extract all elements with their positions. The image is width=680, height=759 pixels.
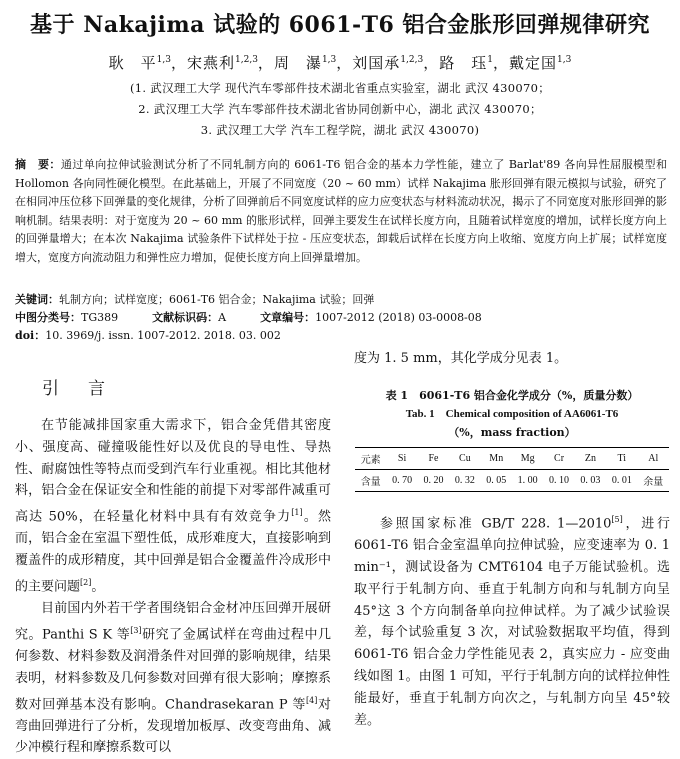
affiliation-1: (1. 武汉理工大学 现代汽车零部件技术湖北省重点实验室，湖北 武汉 430070； [129,81,551,95]
author-4: 刘国承$^{1,2,3}$ [352,54,424,72]
right-column-bottom [354,509,670,731]
table-row [355,470,669,492]
section-heading-introduction: 引 言 [42,379,111,399]
abstract [15,156,667,268]
table-header-cell: Mn [481,448,512,470]
author-line: 耿 平$^{1,3}$，宋燕利$^{1,2,3}$，周 瀑$^{1,3}$，刘国承$^{1,2,3}$，路 珏$^1$，戴定国$^{1,3}$ [108,54,572,72]
table-caption-cn: 表 1 6061-T6 铝合金化学成分（%，质量分数） [385,389,639,402]
composition-table [355,447,669,492]
table-cell: 0. 70 [386,470,417,492]
table-header-cell: Zn [575,448,606,470]
intro-paragraph-1: 在节能减排国家重大需求下，铝合金凭借其密度小、强度高、碰撞吸能性好以及优良的导电性、导热性、耐腐蚀性等特点而受到汽车行业重视。相比其他材料，铝合金在保证安全和性能的前提下对零部件减重可高达 50%，在轻量化材料中具有有效竞争力[1]。然而，铝合金在室温下塑性低，成形难度大，直接影响到覆盖件的成形精度，其中回弹是铝合金覆盖件冷成形中的主要问题[2]。 [15,418,331,595]
table-header-cell: 元素 [355,448,386,470]
table-header-cell: Fe [418,448,449,470]
continued-paragraph: 度为 1. 5 mm，其化学成分见表 1。 [354,351,568,366]
abstract-label: 摘 要： [15,158,61,171]
left-column [15,415,331,759]
classification-line [15,309,482,325]
paper-title: 基于 Nakajima 试验的 6061-T6 铝合金胀形回弹规律研究 [30,12,650,38]
abstract-text: 通过单向拉伸试验测试分析了不同轧制方向的 6061-T6 铝合金的基本力学性能，建立了 Barlat'89 各向异性屈服模型和 Hollomon 各向同性硬化模型。在此基础上，开展了不同宽度（20 ~ 60 mm）试样 Nakajima 胀形回弹有限元模拟与试验，研究了在相同冲压位移下回弹量的变化规律，分析了回弹前后不同宽度试样的应力应变状态与材料流动状况，揭示了不同宽度对胀形回弹的影响机制。结果表明：对于宽度为 20 ~ 60 mm 的胀形试样，回弹主要发生在试样长度方向，且随着试样宽度的增加，试样长度方向上的回弹量增大；在本次 Nakajima 试验条件下试样处于拉 - 压应变状态，卸载后试样在长度方向上收缩、宽度方向上扩展；试样宽度增大，宽度方向流动阻力和弹性应力增加，促使长度方向上回弹量增加。 [15,158,668,264]
table-cell: 含量 [355,470,386,492]
table-cell: 0. 32 [449,470,480,492]
table-header-cell: Si [386,448,417,470]
doi-label: doi： [15,329,46,342]
table-header-cell: Cr [543,448,574,470]
table-header-cell: Al [638,448,669,470]
table-cell: 余量 [638,470,669,492]
author-3: 周 瀑$^{1,3}$ [273,54,337,72]
method-paragraph: 参照国家标准 GB/T 228. 1—2010[5]，进行 6061-T6 铝合金室温单向拉伸试验，应变速率为 0. 1 min⁻¹，测试设备为 CMT6104 电子万能试验机。选取平行于轧制方向、垂直于轧制方向和与轧制方向呈 45°这 3 个方向制备单向拉伸试样。为了减少试验误差，每个试验重复 3 次，对试验数据取平均值，得到 6061-T6 铝合金力学性能见表 2，真实应力 - 应变曲线如图 1。由图 1 可知，平行于轧制方向的试样拉伸性能最好，垂直于轧制方向次之，与轧制方向呈 45°较差。 [354,515,670,728]
author-2: 宋燕利$^{1,2,3}$ [187,54,258,72]
table-header-cell: Ti [606,448,637,470]
doi-line [15,327,281,343]
right-column-top [354,348,670,370]
article-no-value: 1007-2012 (2018) 03-0008-08 [315,311,482,324]
author-6: 戴定国$^{1,3}$ [509,54,572,72]
table-cell: 0. 10 [543,470,574,492]
clc-label: 中图分类号： [15,311,81,324]
keywords-line [15,291,374,307]
table-cell: 0. 01 [606,470,637,492]
affiliation-2: 2. 武汉理工大学 汽车零部件技术湖北省协同创新中心，湖北 武汉 430070； [138,102,542,116]
table-cell: 1. 00 [512,470,543,492]
article-no-label: 文章编号： [260,311,316,324]
intro-paragraph-2: 目前国内外若干学者围绕铝合金材冲压回弹开展研究。Panthi S K 等[3]研究了金属试样在弯曲过程中几何参数、材料参数及润滑条件对回弹的影响规律，结果表明，材料参数及几何参数对回弹有很大影响；摩擦系数对回弹基本没有影响。Chandrasekaran P 等[4]对弯曲回弹进行了分析，发现增加板厚、改变弯曲角、减少冲模行程和摩擦系数可以 [15,601,331,756]
keywords-label: 关键词： [15,293,59,306]
doi-value: 10. 3969/j. issn. 1007-2012. 2018. 03. 002 [45,329,281,342]
table-header-row [355,448,669,470]
table-cell: 0. 05 [481,470,512,492]
table-header-cell: Mg [512,448,543,470]
keywords-text: 轧制方向；试样宽度；6061-T6 铝合金；Nakajima 试验；回弹 [59,293,375,306]
author-1: 耿 平$^{1,3}$ [108,54,171,72]
affiliation-3: 3. 武汉理工大学 汽车工程学院，湖北 武汉 430070) [200,123,480,137]
doc-code-value: A [218,311,227,324]
table-cell: 0. 03 [575,470,606,492]
table-caption-unit: （%，mass fraction） [448,426,576,439]
table-cell: 0. 20 [418,470,449,492]
author-5: 路 珏$^1$ [439,54,493,72]
table-header-cell: Cu [449,448,480,470]
table-caption-en: Tab. 1 Chemical composition of AA6061-T6 [405,408,619,420]
doc-code-label: 文献标识码： [152,311,219,324]
clc-value: TG389 [81,311,119,324]
